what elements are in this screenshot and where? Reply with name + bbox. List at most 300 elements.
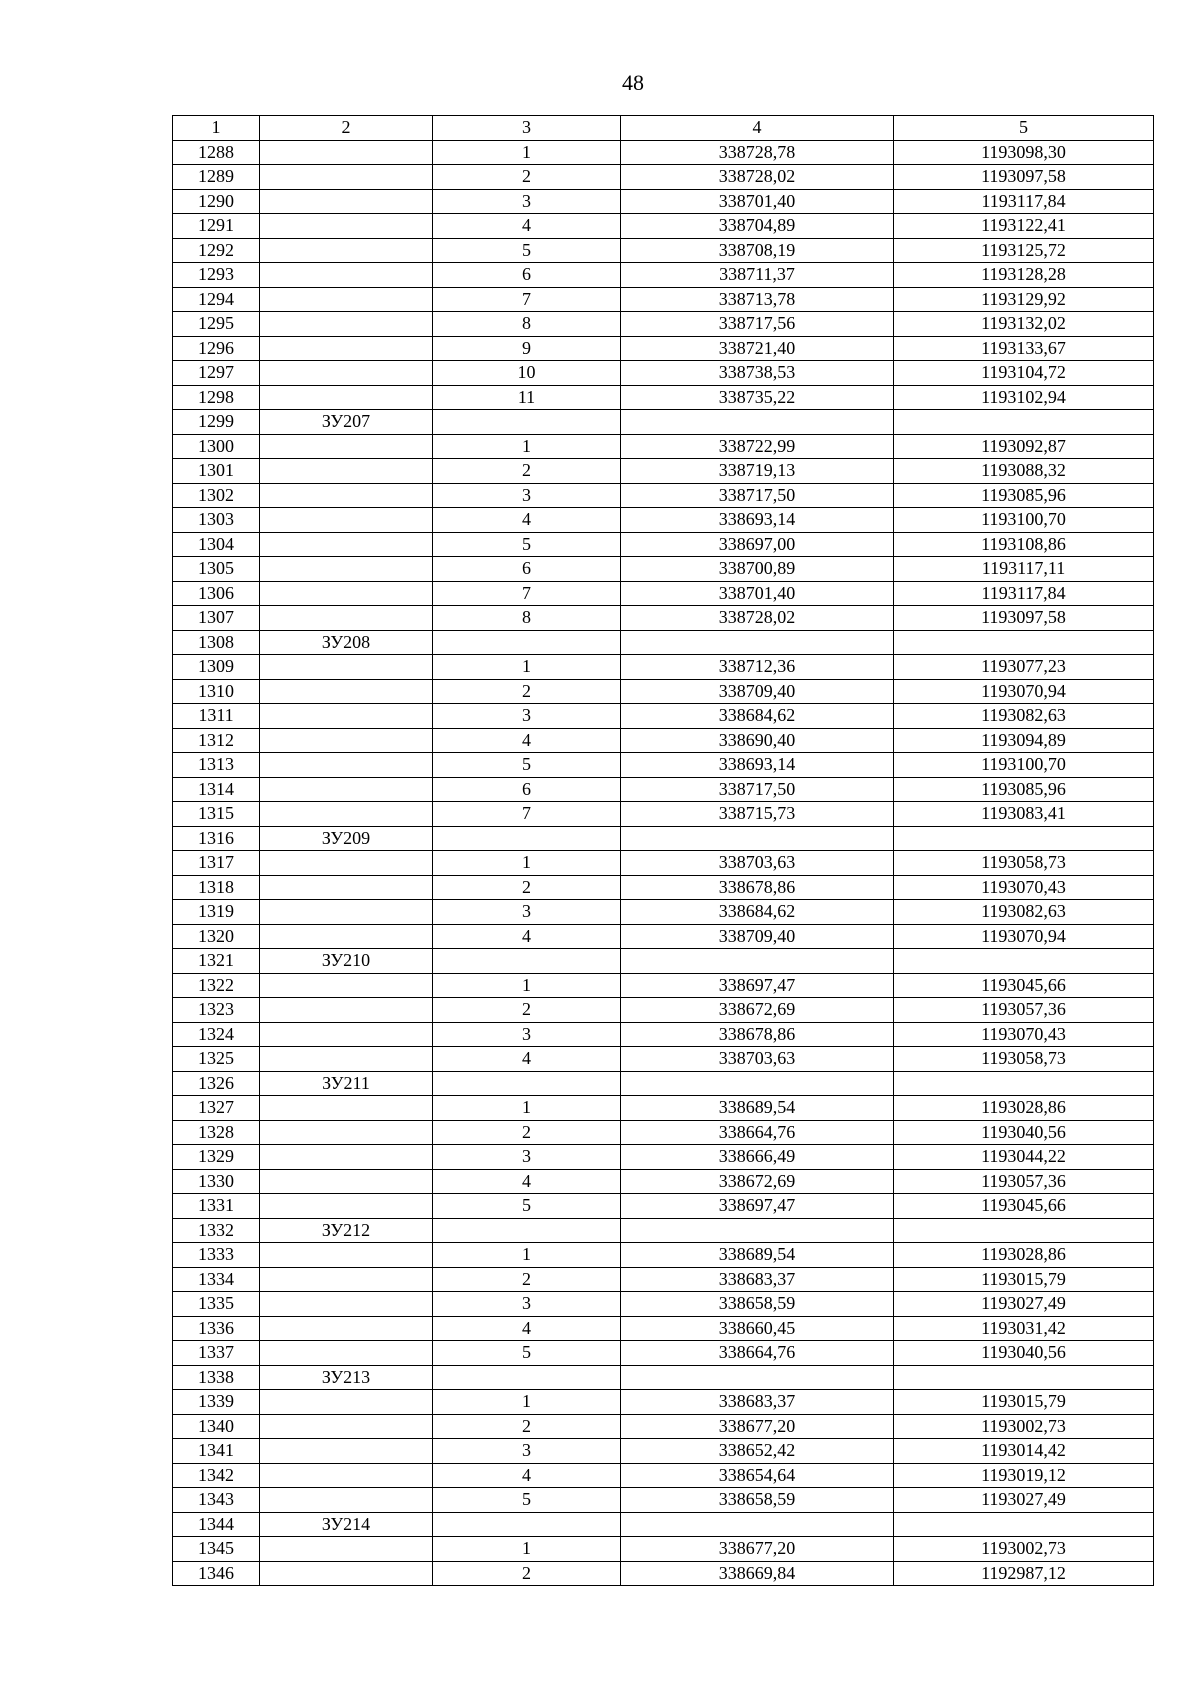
parcel-label-cell	[260, 361, 433, 386]
parcel-label-cell	[260, 851, 433, 876]
y-coordinate-cell: 1193002,73	[894, 1414, 1154, 1439]
x-coordinate-cell: 338672,69	[621, 998, 894, 1023]
table-row	[173, 728, 1154, 753]
parcel-label-cell: ЗУ212	[260, 1218, 433, 1243]
coordinates-table	[172, 115, 1154, 1586]
point-number-cell: 5	[433, 238, 621, 263]
row-number-cell: 1300	[173, 434, 260, 459]
x-coordinate-cell: 338735,22	[621, 385, 894, 410]
row-number-cell: 1318	[173, 875, 260, 900]
parcel-label-cell	[260, 1022, 433, 1047]
x-coordinate-cell	[621, 410, 894, 435]
y-coordinate-cell: 1193040,56	[894, 1120, 1154, 1145]
parcel-label-cell	[260, 679, 433, 704]
parcel-label-cell	[260, 1120, 433, 1145]
y-coordinate-cell	[894, 949, 1154, 974]
parcel-label-cell	[260, 802, 433, 827]
point-number-cell: 1	[433, 655, 621, 680]
row-number-cell: 1311	[173, 704, 260, 729]
parcel-label-cell	[260, 508, 433, 533]
row-number-cell: 1335	[173, 1292, 260, 1317]
point-number-cell: 5	[433, 1341, 621, 1366]
table-row	[173, 557, 1154, 582]
parcel-label-cell	[260, 312, 433, 337]
point-number-cell: 2	[433, 1120, 621, 1145]
parcel-label-cell	[260, 1292, 433, 1317]
y-coordinate-cell: 1193070,43	[894, 1022, 1154, 1047]
point-number-cell: 7	[433, 581, 621, 606]
point-number-cell: 7	[433, 287, 621, 312]
table-row	[173, 1169, 1154, 1194]
column-header-1: 1	[173, 116, 260, 141]
parcel-label-cell	[260, 606, 433, 631]
y-coordinate-cell: 1193098,30	[894, 140, 1154, 165]
row-number-cell: 1342	[173, 1463, 260, 1488]
y-coordinate-cell: 1193019,12	[894, 1463, 1154, 1488]
table-row	[173, 973, 1154, 998]
row-number-cell: 1345	[173, 1537, 260, 1562]
table-row	[173, 875, 1154, 900]
y-coordinate-cell: 1193082,63	[894, 704, 1154, 729]
x-coordinate-cell	[621, 1365, 894, 1390]
point-number-cell: 4	[433, 1316, 621, 1341]
row-number-cell: 1324	[173, 1022, 260, 1047]
table-row	[173, 1463, 1154, 1488]
x-coordinate-cell	[621, 1218, 894, 1243]
row-number-cell: 1343	[173, 1488, 260, 1513]
x-coordinate-cell: 338708,19	[621, 238, 894, 263]
table-row	[173, 459, 1154, 484]
parcel-label-cell	[260, 1267, 433, 1292]
point-number-cell	[433, 1512, 621, 1537]
parcel-label-cell	[260, 1169, 433, 1194]
parcel-label-cell	[260, 581, 433, 606]
parcel-label-cell	[260, 1439, 433, 1464]
x-coordinate-cell: 338652,42	[621, 1439, 894, 1464]
point-number-cell	[433, 630, 621, 655]
parcel-label-cell	[260, 434, 433, 459]
x-coordinate-cell: 338701,40	[621, 189, 894, 214]
y-coordinate-cell: 1193092,87	[894, 434, 1154, 459]
x-coordinate-cell: 338678,86	[621, 1022, 894, 1047]
y-coordinate-cell: 1193083,41	[894, 802, 1154, 827]
column-header-5: 5	[894, 116, 1154, 141]
row-number-cell: 1302	[173, 483, 260, 508]
table-row	[173, 214, 1154, 239]
parcel-label-cell	[260, 532, 433, 557]
y-coordinate-cell: 1193132,02	[894, 312, 1154, 337]
row-number-cell: 1323	[173, 998, 260, 1023]
x-coordinate-cell: 338689,54	[621, 1096, 894, 1121]
y-coordinate-cell	[894, 1512, 1154, 1537]
row-number-cell: 1304	[173, 532, 260, 557]
point-number-cell: 1	[433, 1390, 621, 1415]
row-number-cell: 1288	[173, 140, 260, 165]
parcel-label-cell	[260, 189, 433, 214]
point-number-cell	[433, 410, 621, 435]
table-row	[173, 1439, 1154, 1464]
point-number-cell: 1	[433, 851, 621, 876]
row-number-cell: 1337	[173, 1341, 260, 1366]
y-coordinate-cell: 1193070,94	[894, 924, 1154, 949]
table-row	[173, 312, 1154, 337]
point-number-cell: 1	[433, 973, 621, 998]
point-number-cell: 3	[433, 1439, 621, 1464]
table-row	[173, 508, 1154, 533]
parcel-label-cell	[260, 557, 433, 582]
row-number-cell: 1307	[173, 606, 260, 631]
row-number-cell: 1303	[173, 508, 260, 533]
point-number-cell	[433, 826, 621, 851]
y-coordinate-cell: 1193015,79	[894, 1267, 1154, 1292]
row-number-cell: 1299	[173, 410, 260, 435]
table-row	[173, 606, 1154, 631]
x-coordinate-cell: 338700,89	[621, 557, 894, 582]
parcel-label-cell	[260, 1243, 433, 1268]
y-coordinate-cell: 1193028,86	[894, 1096, 1154, 1121]
parcel-label-cell	[260, 1390, 433, 1415]
point-number-cell: 3	[433, 704, 621, 729]
point-number-cell: 1	[433, 1096, 621, 1121]
column-header-3: 3	[433, 116, 621, 141]
point-number-cell: 3	[433, 1292, 621, 1317]
row-number-cell: 1346	[173, 1561, 260, 1586]
point-number-cell: 4	[433, 1047, 621, 1072]
table-row	[173, 1341, 1154, 1366]
row-number-cell: 1325	[173, 1047, 260, 1072]
parcel-label-cell	[260, 655, 433, 680]
row-number-cell: 1295	[173, 312, 260, 337]
row-number-cell: 1309	[173, 655, 260, 680]
y-coordinate-cell: 1193108,86	[894, 532, 1154, 557]
x-coordinate-cell: 338709,40	[621, 679, 894, 704]
row-number-cell: 1339	[173, 1390, 260, 1415]
point-number-cell: 3	[433, 1022, 621, 1047]
parcel-label-cell: ЗУ209	[260, 826, 433, 851]
y-coordinate-cell: 1193125,72	[894, 238, 1154, 263]
x-coordinate-cell: 338717,50	[621, 483, 894, 508]
y-coordinate-cell: 1193045,66	[894, 1194, 1154, 1219]
point-number-cell: 2	[433, 679, 621, 704]
point-number-cell: 4	[433, 214, 621, 239]
parcel-label-cell	[260, 998, 433, 1023]
y-coordinate-cell	[894, 1218, 1154, 1243]
y-coordinate-cell: 1193117,84	[894, 581, 1154, 606]
x-coordinate-cell: 338715,73	[621, 802, 894, 827]
y-coordinate-cell: 1193117,84	[894, 189, 1154, 214]
page-number: 48	[622, 70, 644, 95]
x-coordinate-cell: 338689,54	[621, 1243, 894, 1268]
x-coordinate-cell: 338703,63	[621, 1047, 894, 1072]
point-number-cell: 3	[433, 483, 621, 508]
row-number-cell: 1330	[173, 1169, 260, 1194]
table-row	[173, 1292, 1154, 1317]
row-number-cell: 1306	[173, 581, 260, 606]
table-row	[173, 140, 1154, 165]
parcel-label-cell	[260, 1047, 433, 1072]
parcel-label-cell	[260, 1488, 433, 1513]
x-coordinate-cell: 338677,20	[621, 1414, 894, 1439]
parcel-label-cell: ЗУ214	[260, 1512, 433, 1537]
table-row	[173, 655, 1154, 680]
row-number-cell: 1292	[173, 238, 260, 263]
y-coordinate-cell: 1193097,58	[894, 606, 1154, 631]
point-number-cell: 4	[433, 924, 621, 949]
table-row	[173, 1561, 1154, 1586]
table-row	[173, 1512, 1154, 1537]
x-coordinate-cell: 338709,40	[621, 924, 894, 949]
table-row	[173, 263, 1154, 288]
point-number-cell: 2	[433, 1414, 621, 1439]
table-row	[173, 483, 1154, 508]
x-coordinate-cell	[621, 630, 894, 655]
row-number-cell: 1291	[173, 214, 260, 239]
point-number-cell: 8	[433, 606, 621, 631]
x-coordinate-cell: 338717,56	[621, 312, 894, 337]
parcel-label-cell	[260, 1194, 433, 1219]
table-row	[173, 287, 1154, 312]
point-number-cell: 4	[433, 728, 621, 753]
y-coordinate-cell	[894, 826, 1154, 851]
y-coordinate-cell: 1193122,41	[894, 214, 1154, 239]
row-number-cell: 1322	[173, 973, 260, 998]
y-coordinate-cell: 1193128,28	[894, 263, 1154, 288]
parcel-label-cell	[260, 238, 433, 263]
table-row	[173, 802, 1154, 827]
row-number-cell: 1289	[173, 165, 260, 190]
point-number-cell	[433, 1218, 621, 1243]
parcel-label-cell	[260, 459, 433, 484]
y-coordinate-cell: 1193070,94	[894, 679, 1154, 704]
x-coordinate-cell: 338717,50	[621, 777, 894, 802]
point-number-cell: 6	[433, 557, 621, 582]
point-number-cell: 4	[433, 508, 621, 533]
table-header-row	[173, 116, 1154, 141]
table-row	[173, 434, 1154, 459]
y-coordinate-cell: 1193117,11	[894, 557, 1154, 582]
row-number-cell: 1332	[173, 1218, 260, 1243]
y-coordinate-cell: 1193031,42	[894, 1316, 1154, 1341]
parcel-label-cell	[260, 385, 433, 410]
parcel-label-cell	[260, 263, 433, 288]
table-row	[173, 1390, 1154, 1415]
y-coordinate-cell: 1192987,12	[894, 1561, 1154, 1586]
parcel-label-cell	[260, 140, 433, 165]
x-coordinate-cell: 338721,40	[621, 336, 894, 361]
point-number-cell: 5	[433, 1488, 621, 1513]
y-coordinate-cell: 1193040,56	[894, 1341, 1154, 1366]
parcel-label-cell	[260, 753, 433, 778]
parcel-label-cell: ЗУ213	[260, 1365, 433, 1390]
parcel-label-cell	[260, 165, 433, 190]
row-number-cell: 1313	[173, 753, 260, 778]
parcel-label-cell	[260, 900, 433, 925]
y-coordinate-cell: 1193088,32	[894, 459, 1154, 484]
y-coordinate-cell: 1193027,49	[894, 1292, 1154, 1317]
row-number-cell: 1320	[173, 924, 260, 949]
y-coordinate-cell: 1193070,43	[894, 875, 1154, 900]
x-coordinate-cell: 338728,78	[621, 140, 894, 165]
x-coordinate-cell: 338738,53	[621, 361, 894, 386]
row-number-cell: 1334	[173, 1267, 260, 1292]
x-coordinate-cell: 338658,59	[621, 1292, 894, 1317]
row-number-cell: 1328	[173, 1120, 260, 1145]
y-coordinate-cell: 1193094,89	[894, 728, 1154, 753]
table-row	[173, 1365, 1154, 1390]
row-number-cell: 1331	[173, 1194, 260, 1219]
y-coordinate-cell: 1193028,86	[894, 1243, 1154, 1268]
row-number-cell: 1338	[173, 1365, 260, 1390]
x-coordinate-cell: 338703,63	[621, 851, 894, 876]
row-number-cell: 1316	[173, 826, 260, 851]
table-row	[173, 1194, 1154, 1219]
point-number-cell: 10	[433, 361, 621, 386]
point-number-cell: 3	[433, 900, 621, 925]
x-coordinate-cell: 338672,69	[621, 1169, 894, 1194]
table-body	[173, 140, 1154, 1586]
row-number-cell: 1315	[173, 802, 260, 827]
x-coordinate-cell: 338683,37	[621, 1267, 894, 1292]
x-coordinate-cell: 338684,62	[621, 900, 894, 925]
parcel-label-cell	[260, 1414, 433, 1439]
table-row	[173, 753, 1154, 778]
row-number-cell: 1310	[173, 679, 260, 704]
table-row	[173, 1316, 1154, 1341]
table-row	[173, 777, 1154, 802]
table-row	[173, 336, 1154, 361]
y-coordinate-cell: 1193058,73	[894, 1047, 1154, 1072]
parcel-label-cell	[260, 483, 433, 508]
table-row	[173, 1218, 1154, 1243]
table-row	[173, 165, 1154, 190]
parcel-label-cell	[260, 1537, 433, 1562]
row-number-cell: 1321	[173, 949, 260, 974]
y-coordinate-cell: 1193097,58	[894, 165, 1154, 190]
point-number-cell: 7	[433, 802, 621, 827]
point-number-cell: 2	[433, 1561, 621, 1586]
table-row	[173, 1414, 1154, 1439]
x-coordinate-cell: 338660,45	[621, 1316, 894, 1341]
table-row	[173, 361, 1154, 386]
table-row	[173, 1537, 1154, 1562]
table-row	[173, 238, 1154, 263]
table-row	[173, 1120, 1154, 1145]
table-row	[173, 949, 1154, 974]
parcel-label-cell: ЗУ211	[260, 1071, 433, 1096]
point-number-cell: 1	[433, 1537, 621, 1562]
parcel-label-cell	[260, 704, 433, 729]
table-row	[173, 410, 1154, 435]
row-number-cell: 1312	[173, 728, 260, 753]
table-row	[173, 385, 1154, 410]
x-coordinate-cell: 338683,37	[621, 1390, 894, 1415]
row-number-cell: 1317	[173, 851, 260, 876]
table-row	[173, 581, 1154, 606]
point-number-cell: 2	[433, 1267, 621, 1292]
parcel-label-cell	[260, 336, 433, 361]
point-number-cell	[433, 1071, 621, 1096]
table-row	[173, 704, 1154, 729]
y-coordinate-cell: 1193085,96	[894, 483, 1154, 508]
y-coordinate-cell: 1193015,79	[894, 1390, 1154, 1415]
point-number-cell: 5	[433, 753, 621, 778]
row-number-cell: 1341	[173, 1439, 260, 1464]
y-coordinate-cell	[894, 410, 1154, 435]
table-row	[173, 1488, 1154, 1513]
y-coordinate-cell: 1193058,73	[894, 851, 1154, 876]
row-number-cell: 1301	[173, 459, 260, 484]
point-number-cell: 6	[433, 777, 621, 802]
x-coordinate-cell: 338666,49	[621, 1145, 894, 1170]
x-coordinate-cell	[621, 826, 894, 851]
x-coordinate-cell: 338704,89	[621, 214, 894, 239]
y-coordinate-cell: 1193104,72	[894, 361, 1154, 386]
parcel-label-cell	[260, 973, 433, 998]
row-number-cell: 1298	[173, 385, 260, 410]
table-row	[173, 1267, 1154, 1292]
table-row	[173, 851, 1154, 876]
x-coordinate-cell: 338719,13	[621, 459, 894, 484]
row-number-cell: 1308	[173, 630, 260, 655]
y-coordinate-cell: 1193057,36	[894, 1169, 1154, 1194]
x-coordinate-cell: 338693,14	[621, 753, 894, 778]
table-row	[173, 679, 1154, 704]
point-number-cell: 3	[433, 189, 621, 214]
row-number-cell: 1319	[173, 900, 260, 925]
parcel-label-cell	[260, 1341, 433, 1366]
parcel-label-cell	[260, 1096, 433, 1121]
x-coordinate-cell: 338728,02	[621, 606, 894, 631]
column-header-2: 2	[260, 116, 433, 141]
table-row	[173, 1071, 1154, 1096]
y-coordinate-cell: 1193002,73	[894, 1537, 1154, 1562]
y-coordinate-cell	[894, 1071, 1154, 1096]
parcel-label-cell	[260, 214, 433, 239]
y-coordinate-cell: 1193085,96	[894, 777, 1154, 802]
point-number-cell: 9	[433, 336, 621, 361]
row-number-cell: 1326	[173, 1071, 260, 1096]
y-coordinate-cell: 1193077,23	[894, 655, 1154, 680]
x-coordinate-cell: 338658,59	[621, 1488, 894, 1513]
x-coordinate-cell: 338722,99	[621, 434, 894, 459]
point-number-cell: 1	[433, 140, 621, 165]
point-number-cell: 1	[433, 434, 621, 459]
row-number-cell: 1327	[173, 1096, 260, 1121]
x-coordinate-cell: 338697,47	[621, 973, 894, 998]
y-coordinate-cell: 1193027,49	[894, 1488, 1154, 1513]
row-number-cell: 1297	[173, 361, 260, 386]
x-coordinate-cell: 338684,62	[621, 704, 894, 729]
point-number-cell	[433, 949, 621, 974]
point-number-cell	[433, 1365, 621, 1390]
x-coordinate-cell: 338713,78	[621, 287, 894, 312]
table-row	[173, 532, 1154, 557]
column-header-4: 4	[621, 116, 894, 141]
table-row	[173, 924, 1154, 949]
row-number-cell: 1305	[173, 557, 260, 582]
parcel-label-cell	[260, 1145, 433, 1170]
parcel-label-cell	[260, 777, 433, 802]
point-number-cell: 2	[433, 998, 621, 1023]
x-coordinate-cell: 338664,76	[621, 1120, 894, 1145]
point-number-cell: 2	[433, 459, 621, 484]
x-coordinate-cell	[621, 949, 894, 974]
x-coordinate-cell: 338697,00	[621, 532, 894, 557]
row-number-cell: 1294	[173, 287, 260, 312]
x-coordinate-cell: 338693,14	[621, 508, 894, 533]
table-row	[173, 1243, 1154, 1268]
y-coordinate-cell: 1193100,70	[894, 508, 1154, 533]
